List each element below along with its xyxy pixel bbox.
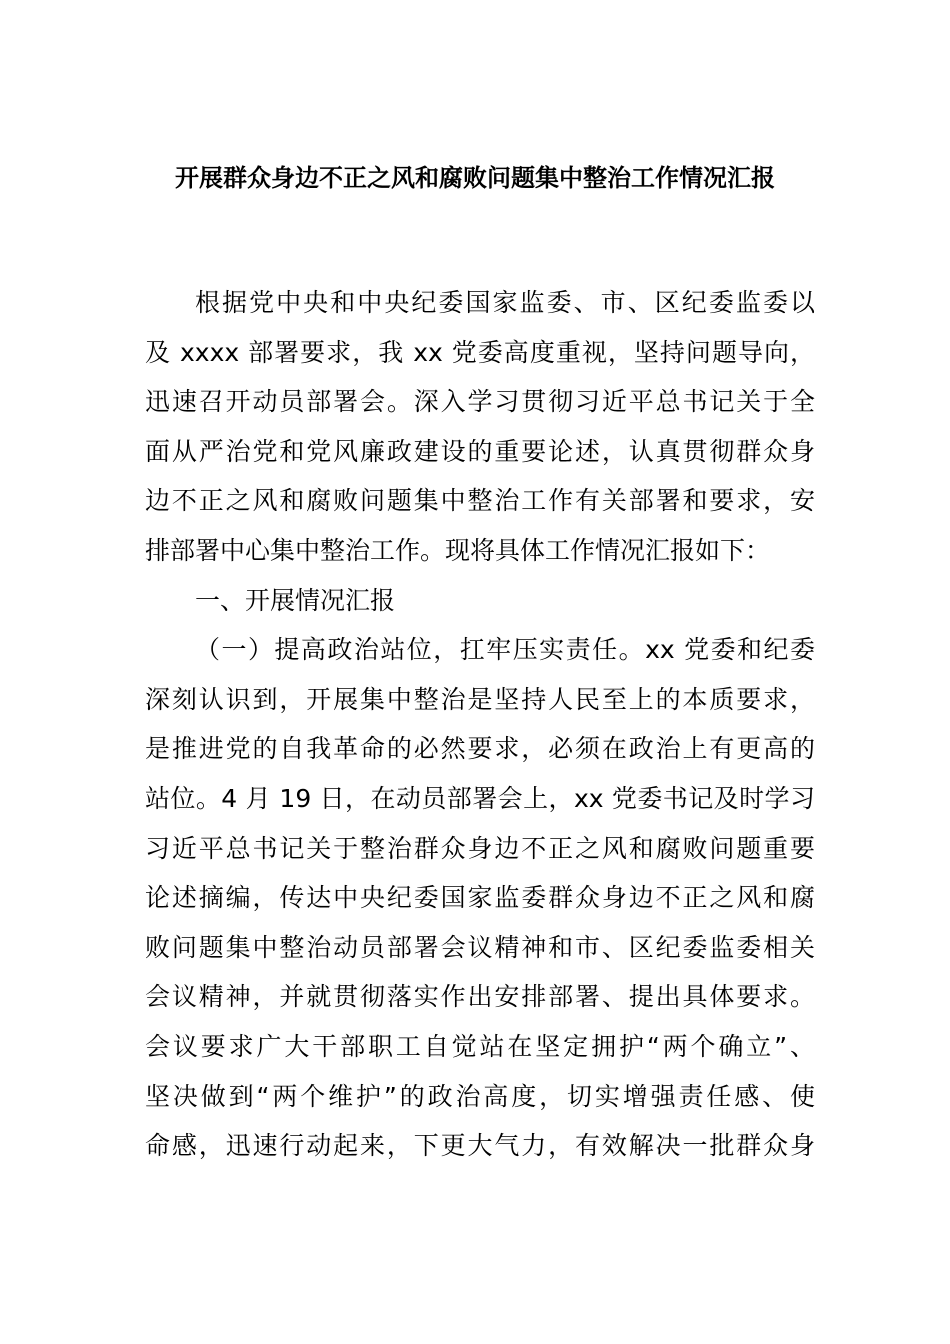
paragraph-line: 是推进党的自我革命的必然要求，必须在政治上有更高的 bbox=[145, 734, 815, 764]
paragraph-line: 迅速召开动员部署会。深入学习贯彻习近平总书记关于全 bbox=[145, 387, 815, 417]
paragraph-line: 面从严治党和党风廉政建设的重要论述，认真贯彻群众身 bbox=[145, 436, 815, 466]
document-title: 开展群众身边不正之风和腐败问题集中整治工作情况汇报 bbox=[175, 164, 775, 192]
paragraph-line: 会议精神，并就贯彻落实作出安排部署、提出具体要求。 bbox=[145, 982, 815, 1012]
paragraph-line: 论述摘编，传达中央纪委国家监委群众身边不正之风和腐 bbox=[145, 883, 815, 913]
paragraph-line: 败问题集中整治动员部署会议精神和市、区纪委监委相关 bbox=[145, 932, 815, 962]
document-body bbox=[145, 283, 815, 1176]
paragraph-line: 坚决做到“两个维护”的政治高度，切实增强责任感、使 bbox=[145, 1081, 815, 1111]
paragraph-line: （一）提高政治站位，扛牢压实责任。xx 党委和纪委 bbox=[195, 635, 815, 665]
paragraph-line: 及 xxxx 部署要求，我 xx 党委高度重视，坚持问题导向， bbox=[145, 337, 815, 367]
paragraph-line: 边不正之风和腐败问题集中整治工作有关部署和要求，安 bbox=[145, 486, 815, 516]
paragraph-line: 排部署中心集中整治工作。现将具体工作情况汇报如下： bbox=[145, 535, 771, 565]
paragraph-line: 根据党中央和中央纪委国家监委、市、区纪委监委以 bbox=[195, 288, 815, 317]
paragraph-line: 习近平总书记关于整治群众身边不正之风和腐败问题重要 bbox=[145, 833, 815, 863]
paragraph-line: 深刻认识到，开展集中整治是坚持人民至上的本质要求， bbox=[145, 684, 815, 714]
paragraph-line: 站位。4 月 19 日，在动员部署会上，xx 党委书记及时学习 bbox=[145, 783, 815, 813]
paragraph-line: 命感，迅速行动起来，下更大气力，有效解决一批群众身 bbox=[145, 1131, 815, 1161]
section-heading: 一、开展情况汇报 bbox=[195, 585, 396, 615]
paragraph-line: 会议要求广大干部职工自觉站在坚定拥护“两个确立”、 bbox=[145, 1031, 815, 1061]
